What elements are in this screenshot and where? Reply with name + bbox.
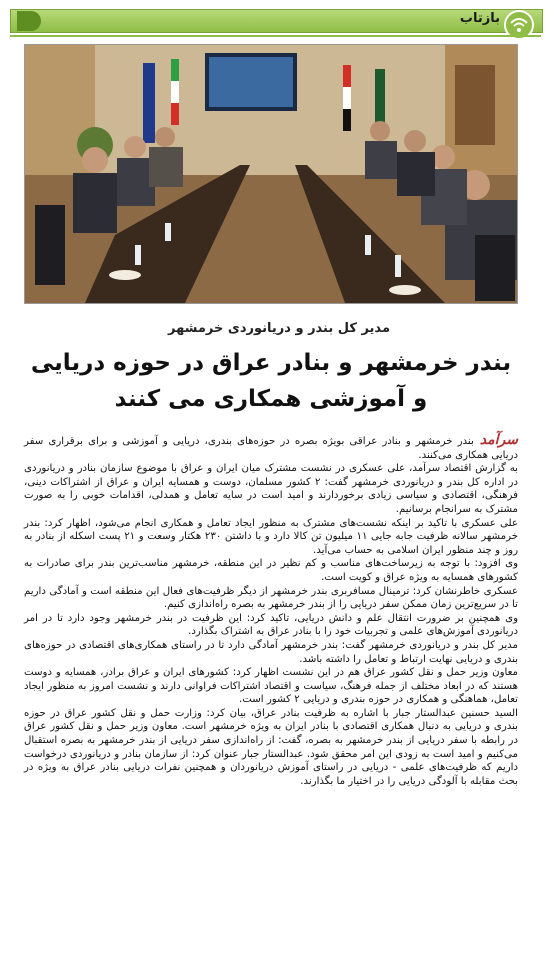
- meeting-photo: [24, 44, 518, 304]
- header-divider: [10, 35, 541, 37]
- header-tab-marker: [17, 11, 41, 31]
- article-paragraph: عسکری خاطرنشان کرد: ترمینال مسافربری بندر خرمشهر از دیگر ظرفیت‌های فعال این منطقه است و آمادگی داریم تا در سریع‌ترین زمان ممکن سفر دریایی را از بندر خرمشهر به بصره راه‌اندازی کنیم.: [24, 585, 518, 611]
- article-paragraph: مدیر کل بندر و دریانوردی خرمشهر گفت: بندر خرمشهر آمادگی دارد تا در راستای همکاری‌های اقتصادی در حوزه‌های بندری و دریایی نهایت ارتباط و تعامل را داشته باشد.: [24, 639, 518, 665]
- article-paragraph: به گزارش اقتصاد سرآمد، علی عسکری در نشست مشترک میان ایران و عراق با موضوع سازمان بنادر و دریانوردی در اداره کل بندر و دریانوردی خرمشهر گفت: ۲ کشور مسلمان، دوست و همسایه ایران و عراق از اشتراکات دینی، فرهنگی، اقتصادی و سیاسی زیادی برخوردارند و امید است در سایه تعامل و همدلی، اقدامات خوبی را به صورت مشترک به سرانجام برسانیم.: [24, 463, 518, 515]
- source-tag: سرآمد: [479, 432, 518, 448]
- article-paragraph: وی همچنین بر ضرورت انتقال علم و دانش دریایی، تاکید کرد: این ظرفیت در بندر خرمشهر وجود دارد تا در امر دریانوردی آموزش‌های علمی و تجربیات خود را با بنادر عراق به اشتراک بگذارد.: [24, 612, 518, 638]
- article-paragraph: السید حسنین عبدالستار جبار با اشاره به ظرفیت بنادر عراق، بیان کرد: وزارت حمل و نقل کشور عراق در حوزه بندری و دریایی به دنبال همکاری اقتصادی با بنادر ایران به ویژه خرمشهر است. معاون وزیر حمل و نقل کشور عراق در رابطه با سفر دریایی از بندر خرمشهر به بصره، گفت: از راه‌اندازی سفر دریایی از بندر خرمشهر به بصره استقبال می‌کنیم و امید است به زودی این امر محقق شود. عبدالستار جبار عنوان کرد: از سازمان بنادر و دریانوردی درخواست داریم که ظرفیت‌های علمی - دریایی در راستای آموزش دریانوردان و همچنین نفرات دریایی بنادر عراق به ویژه در بحث مقابله با آلودگی دریایی را در اختیار ما بگذارند.: [24, 707, 518, 787]
- article-body: [24, 434, 518, 788]
- section-header-bar: [10, 9, 543, 33]
- article-paragraph: علی عسکری با تاکید بر اینکه نشست‌های مشترک به منظور ایجاد تعامل و همکاری انجام می‌شود، اظهار کرد: بندر خرمشهر سالانه ظرفیت جابه جایی ۱۱ میلیون تن کالا دارد و با داشتن ۲۳۰ هکتار وسعت و ۲۱ پست اسکله از بنادر به روز و چند منظور ایران اسلامی به حساب می‌آید.: [24, 517, 518, 556]
- article-paragraph: وی افزود: با توجه به زیرساخت‌های مناسب و کم نظیر در این منطقه، خرمشهر مناسب‌ترین بندر برای صادرات به کشورهای همسایه به ویژه عراق و کویت است.: [24, 558, 518, 583]
- article-paragraph: معاون وزیر حمل و نقل کشور عراق هم در این نشست اظهار کرد: کشورهای ایران و عراق برادر، همسایه و دوست هستند که در ابعاد مختلف از جمله فرهنگ، سیاست و اقتصاد اشتراکات فراوانی دارند و نشست امروز به منظور ایجاد تعامل، هماهنگی و همکاری در حوزه بندری و دریایی ۲ کشور است.: [24, 667, 518, 706]
- article-paragraph: سرآمدبندر خرمشهر و بنادر عراقی بویژه بصره در حوزه‌های بندری، دریایی و آموزشی و برای برقراری سفر دریایی همکاری می‌کنند.: [24, 432, 518, 461]
- article-headline: بندر خرمشهر و بنادر عراق در حوزه دریایی و آموزشی همکاری می کنند: [30, 350, 512, 412]
- section-label: بازتاب: [459, 11, 500, 26]
- article-kicker: مدیر کل بندر و دریانوردی خرمشهر: [167, 321, 390, 336]
